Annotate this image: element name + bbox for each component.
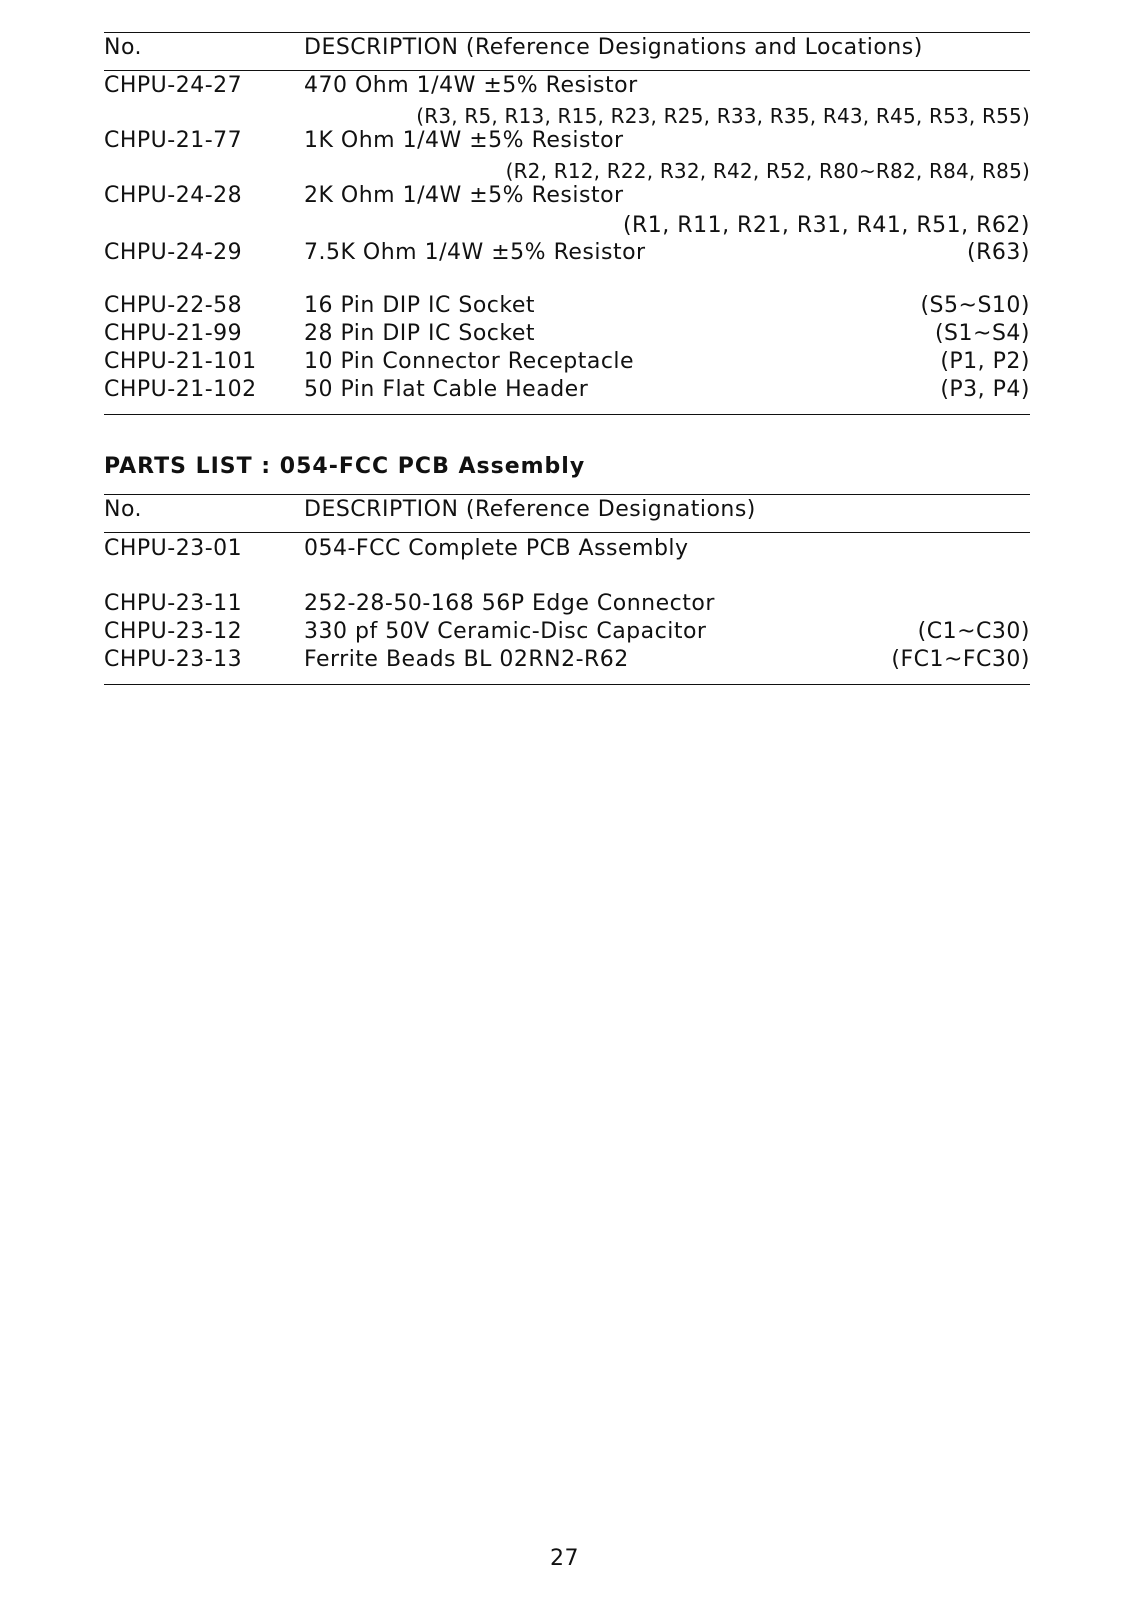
- part-description: 28 Pin DIP IC Socket: [304, 321, 535, 346]
- table-row: [0, 348, 1129, 376]
- part-description: Ferrite Beads BL 02RN2-R62: [304, 647, 629, 672]
- table-header: [0, 34, 1129, 62]
- page-number: 27: [550, 1546, 579, 1571]
- part-description: 2K Ohm 1/4W ±5% Resistor: [304, 183, 624, 208]
- part-number: CHPU-21-102: [104, 377, 257, 402]
- part-description: 50 Pin Flat Cable Header: [304, 377, 589, 402]
- section-title: PARTS LIST : 054-FCC PCB Assembly: [104, 454, 586, 479]
- part-number: CHPU-24-27: [104, 73, 243, 98]
- column-header-description: DESCRIPTION (Reference Designations): [304, 497, 756, 522]
- table-row: [0, 646, 1129, 674]
- part-description: 252-28-50-168 56P Edge Connector: [304, 591, 715, 616]
- part-number: CHPU-21-99: [104, 321, 243, 346]
- part-number: CHPU-22-58: [104, 293, 243, 318]
- reference-designations: (S1~S4): [934, 321, 1030, 346]
- table-row-refs: [0, 157, 1129, 185]
- table-row: [0, 182, 1129, 210]
- table-header: [0, 496, 1129, 524]
- table-row: [0, 239, 1129, 267]
- table-top-rule: [104, 32, 1030, 33]
- part-number: CHPU-23-13: [104, 647, 243, 672]
- reference-designations: (R2, R12, R22, R32, R42, R52, R80~R82, R84, R85): [505, 159, 1030, 183]
- part-description: 330 pf 50V Ceramic-Disc Capacitor: [304, 619, 707, 644]
- reference-designations: (P1, P2): [940, 349, 1030, 374]
- part-number: CHPU-24-28: [104, 183, 243, 208]
- part-description: 7.5K Ohm 1/4W ±5% Resistor: [304, 240, 646, 265]
- part-number: CHPU-23-11: [104, 591, 243, 616]
- header-rule: [104, 70, 1030, 71]
- column-header-description: DESCRIPTION (Reference Designations and Locations): [304, 35, 923, 60]
- column-header-no: No.: [104, 497, 143, 522]
- table-row: [0, 590, 1129, 618]
- reference-designations: (S5~S10): [920, 293, 1030, 318]
- header-rule: [104, 532, 1030, 533]
- table-row: [0, 376, 1129, 404]
- part-description: 054-FCC Complete PCB Assembly: [304, 536, 689, 561]
- reference-designations: (C1~C30): [917, 619, 1030, 644]
- part-number: CHPU-21-101: [104, 349, 257, 374]
- table-bottom-rule: [104, 414, 1030, 415]
- table-row: [0, 292, 1129, 320]
- reference-designations: (P3, P4): [940, 377, 1030, 402]
- table-bottom-rule: [104, 684, 1030, 685]
- part-description: 1K Ohm 1/4W ±5% Resistor: [304, 128, 624, 153]
- reference-designations: (R63): [967, 240, 1030, 265]
- part-description: 16 Pin DIP IC Socket: [304, 293, 535, 318]
- reference-designations: (R1, R11, R21, R31, R41, R51, R62): [622, 213, 1030, 238]
- part-number: CHPU-21-77: [104, 128, 243, 153]
- column-header-no: No.: [104, 35, 143, 60]
- table-row-refs: [0, 212, 1129, 240]
- table-row: [0, 127, 1129, 155]
- table-top-rule: [104, 494, 1030, 495]
- reference-designations: (R3, R5, R13, R15, R23, R25, R33, R35, R43, R45, R53, R55): [416, 104, 1030, 128]
- table-row: [0, 535, 1129, 563]
- table-row: [0, 72, 1129, 100]
- part-number: CHPU-23-12: [104, 619, 243, 644]
- table-row-refs: [0, 102, 1129, 130]
- part-number: CHPU-23-01: [104, 536, 243, 561]
- reference-designations: (FC1~FC30): [891, 647, 1030, 672]
- part-description: 10 Pin Connector Receptacle: [304, 349, 635, 374]
- part-description: 470 Ohm 1/4W ±5% Resistor: [304, 73, 638, 98]
- table-row: [0, 618, 1129, 646]
- table-row: [0, 320, 1129, 348]
- part-number: CHPU-24-29: [104, 240, 243, 265]
